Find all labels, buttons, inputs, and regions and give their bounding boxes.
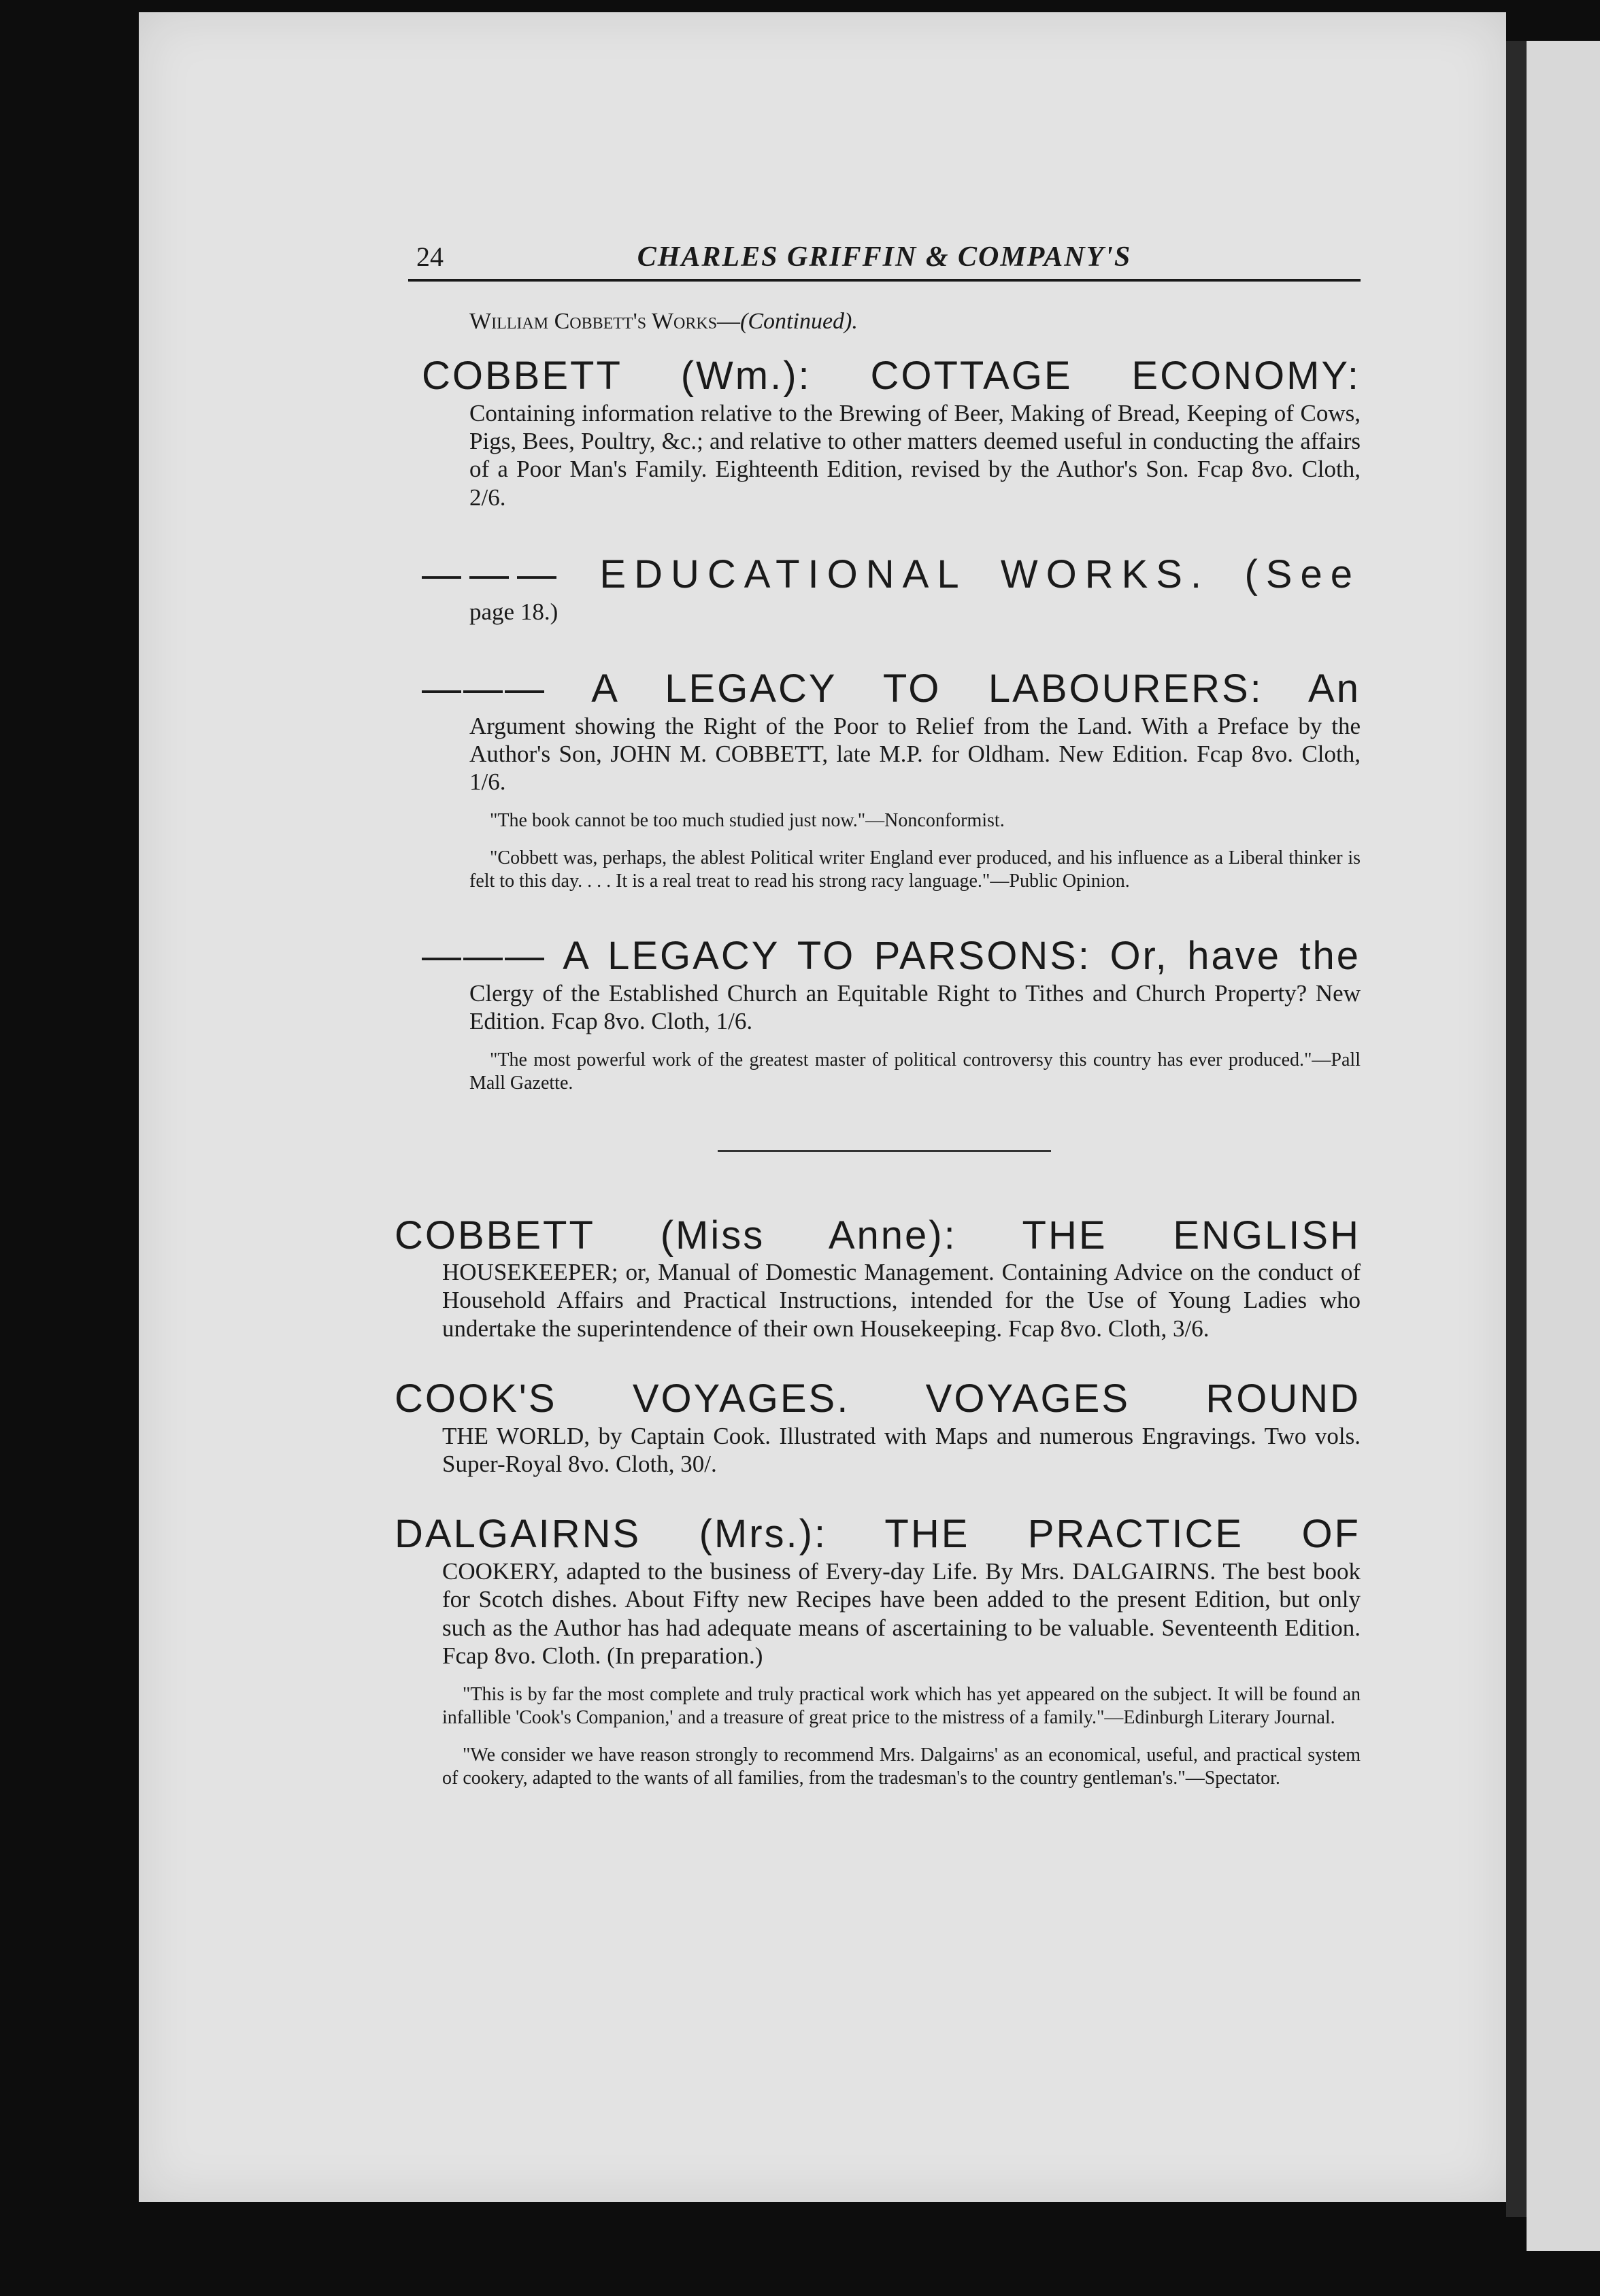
entry-heading: COBBETT (Miss Anne): THE ENGLISH [395,1213,1361,1257]
page-gutter-shadow [1506,41,1527,2217]
review-quote: "Cobbett was, perhaps, the ablest Political writer England ever produced, and his influence as a Liberal thinker is felt to this day. . . . It is a real treat to read his strong racy language."—Public Opinion. [469,847,1361,892]
continued-heading [469,309,1361,335]
review-quote: "The book cannot be too much studied just now."—Nonconformist. [490,810,1005,832]
book-entry-cottage-economy [408,354,1361,511]
entry-heading: COBBETT (Wm.): COTTAGE ECONOMY: [422,354,1361,398]
book-entry-legacy-to-parsons [408,934,1361,1096]
entry-description: THE WORLD, by Captain Cook. Illustrated with Maps and numerous Engravings. Two vols. Super-Royal 8vo. Cloth, 30/. [442,1422,1361,1478]
review-quote: "This is by far the most complete and truly practical work which has yet appeared on the subject. It will be found an infallible 'Cook's Companion,' and a treasure of great price to the mistress of a family."—Edinburgh Literary Journal. [442,1684,1361,1729]
entry-description: COOKERY, adapted to the business of Every-day Life. By Mrs. DALGAIRNS. The best book for Scotch dishes. About Fifty new Recipes have been added to the present Edition, but only such as the Author has had adequate means of ascertaining to be valuable. Seventeenth Edition. Fcap 8vo. Cloth. (In preparation.) [442,1558,1361,1669]
continued-label: William Cobbett's Works— [469,309,741,334]
entry-description: Clergy of the Established Church an Equitable Right to Tithes and Church Property? New Edition. Fcap 8vo. Cloth, 1/6. [469,979,1361,1034]
running-head [408,231,1361,282]
facing-page-edge [1527,41,1600,2251]
book-entry-educational-works [408,552,1361,626]
entry-description: page 18.) [469,598,559,625]
entry-description: Containing information relative to the Brewing of Beer, Making of Bread, Keeping of Cows, Pigs, Bees, Poultry, &c.; and relative to other matters deemed useful in conducting the affairs of a Poor Man's Family. Eighteenth Edition, revised by the Author's Son. Fcap 8vo. Cloth, 2/6. [469,399,1361,511]
book-entry-english-housekeeper [381,1213,1361,1343]
book-entry-practice-of-cookery [381,1512,1361,1790]
section-divider [718,1150,1051,1152]
entry-description: Argument showing the Right of the Poor to Relief from the Land. With a Preface by the Author's Son, JOHN M. COBBETT, late M.P. for Oldham. New Edition. Fcap 8vo. Cloth, 1/6. [469,712,1361,796]
entry-heading: DALGAIRNS (Mrs.): THE PRACTICE OF [395,1512,1361,1557]
running-title: CHARLES GRIFFIN & COMPANY'S [637,241,1132,273]
entry-heading: ——— EDUCATIONAL WORKS. (See [422,552,1361,596]
entry-heading: ——— A LEGACY TO PARSONS: Or, have the [422,933,1361,978]
continued-italic: (Continued). [740,309,858,334]
book-entry-cooks-voyages [381,1377,1361,1478]
review-quote: "We consider we have reason strongly to recommend Mrs. Dalgairns' as an economical, useful, and practical system of cookery, adapted to the wants of all families, from the tradesman's to the country gentleman's."—Spectator. [442,1744,1361,1789]
book-entry-legacy-to-labourers [408,666,1361,893]
entry-description: HOUSEKEEPER; or, Manual of Domestic Management. Containing Advice on the conduct of Household Affairs and Practical Instructions, intended for the Use of Young Ladies who undertake the superintendence of their own Housekeeping. Fcap 8vo. Cloth, 3/6. [442,1259,1361,1342]
entry-heading: COOK'S VOYAGES. VOYAGES ROUND [395,1377,1361,1421]
page-content [395,231,1361,1790]
page-number: 24 [416,241,444,272]
entry-heading: ——— A LEGACY TO LABOURERS: An [422,666,1361,711]
review-quote: "The most powerful work of the greatest master of political controversy this country has ever produced."—Pall Mall Gazette. [469,1049,1361,1094]
